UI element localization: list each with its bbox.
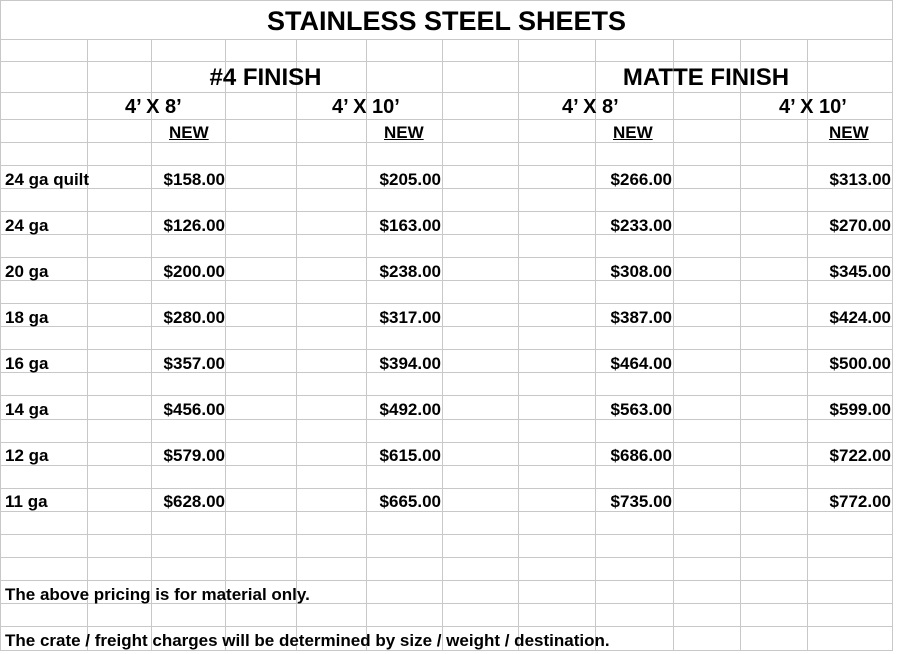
grid-cell xyxy=(367,143,443,166)
grid-cell xyxy=(741,281,808,304)
grid-cell xyxy=(674,327,741,350)
grid-cell xyxy=(367,558,443,581)
grid-cell xyxy=(152,420,226,443)
price-cell: $317.00 xyxy=(379,308,441,327)
grid-cell xyxy=(519,466,596,489)
grid-cell xyxy=(297,420,367,443)
grid-cell xyxy=(443,235,519,258)
grid-cell xyxy=(88,512,152,535)
grid-cell xyxy=(0,466,88,489)
price-cell: $200.00 xyxy=(163,262,225,281)
grid-cell xyxy=(674,581,741,604)
grid-cell xyxy=(808,143,893,166)
grid-cell xyxy=(152,327,226,350)
grid-cell xyxy=(674,443,741,466)
grid-cell xyxy=(88,120,152,143)
grid-cell xyxy=(226,120,297,143)
grid-cell xyxy=(152,604,226,627)
grid-cell xyxy=(226,281,297,304)
grid-cell xyxy=(808,466,893,489)
grid-cell xyxy=(519,281,596,304)
price-cell: $158.00 xyxy=(163,170,225,189)
grid-cell xyxy=(443,350,519,373)
grid-cell xyxy=(808,535,893,558)
price-cell: $563.00 xyxy=(610,400,672,419)
grid-cell xyxy=(0,373,88,396)
grid-cell xyxy=(741,535,808,558)
row-gauge-label: 11 ga xyxy=(5,492,48,511)
grid-cell xyxy=(88,189,152,212)
grid-cell xyxy=(674,120,741,143)
grid-cell xyxy=(226,373,297,396)
grid-cell xyxy=(519,420,596,443)
grid-cell xyxy=(808,420,893,443)
finish-header-4: #4 FINISH xyxy=(209,64,322,91)
grid-cell xyxy=(674,604,741,627)
price-cell: $266.00 xyxy=(610,170,672,189)
grid-cell xyxy=(596,466,674,489)
grid-cell xyxy=(443,466,519,489)
note-freight-charges: The crate / freight charges will be determined by size / weight / destination. xyxy=(5,631,610,650)
grid-cell xyxy=(741,420,808,443)
grid-cell xyxy=(0,558,88,581)
grid-cell xyxy=(808,327,893,350)
price-cell: $280.00 xyxy=(163,308,225,327)
grid-cell xyxy=(674,212,741,235)
new-label-1: NEW xyxy=(169,123,209,142)
price-cell: $394.00 xyxy=(379,354,441,373)
grid-cell xyxy=(0,189,88,212)
row-gauge-label: 24 ga xyxy=(5,216,49,235)
grid-cell xyxy=(741,581,808,604)
grid-cell xyxy=(226,304,297,327)
row-gauge-label: 14 ga xyxy=(5,400,49,419)
grid-cell xyxy=(674,489,741,512)
note-material-only: The above pricing is for material only. xyxy=(5,585,310,604)
price-cell: $270.00 xyxy=(829,216,891,235)
grid-cell xyxy=(519,327,596,350)
grid-cell xyxy=(808,40,893,62)
grid-cell xyxy=(297,466,367,489)
grid-cell xyxy=(808,627,893,651)
grid-cell xyxy=(808,189,893,212)
grid-cell xyxy=(0,235,88,258)
grid-cell xyxy=(0,420,88,443)
grid-cell xyxy=(367,373,443,396)
grid-cell xyxy=(808,235,893,258)
price-cell: $665.00 xyxy=(379,492,441,511)
grid-cell xyxy=(674,350,741,373)
grid-cell xyxy=(152,535,226,558)
price-cell: $615.00 xyxy=(379,446,441,465)
grid-cell xyxy=(367,604,443,627)
grid-cell xyxy=(297,535,367,558)
grid-cell xyxy=(88,235,152,258)
sheet-title: STAINLESS STEEL SHEETS xyxy=(266,6,627,36)
new-label-3: NEW xyxy=(613,123,653,142)
grid-cell xyxy=(0,62,88,93)
grid-cell xyxy=(674,93,741,120)
grid-cell xyxy=(152,143,226,166)
grid-cell xyxy=(88,466,152,489)
size-header-4-4x8: 4’ X 8’ xyxy=(125,96,182,118)
grid-cell xyxy=(674,373,741,396)
grid-cell xyxy=(297,235,367,258)
grid-cell xyxy=(674,466,741,489)
grid-cell xyxy=(297,373,367,396)
grid-cell xyxy=(596,420,674,443)
grid-cell xyxy=(443,373,519,396)
new-label-2: NEW xyxy=(384,123,424,142)
grid-cell xyxy=(152,40,226,62)
grid-cell xyxy=(443,396,519,420)
grid-cell xyxy=(741,558,808,581)
grid-cell xyxy=(88,535,152,558)
price-cell: $308.00 xyxy=(610,262,672,281)
grid-cell xyxy=(0,120,88,143)
grid-cell xyxy=(519,512,596,535)
grid-cell xyxy=(226,40,297,62)
grid-cell xyxy=(674,143,741,166)
grid-cell xyxy=(443,166,519,189)
price-cell: $456.00 xyxy=(163,400,225,419)
grid-cell xyxy=(596,535,674,558)
grid-cell xyxy=(226,512,297,535)
grid-cell xyxy=(0,535,88,558)
price-cell: $357.00 xyxy=(163,354,225,373)
row-gauge-label: 12 ga xyxy=(5,446,49,465)
grid-cell xyxy=(226,235,297,258)
grid-cell xyxy=(226,604,297,627)
grid-cell xyxy=(0,143,88,166)
grid-cell xyxy=(226,327,297,350)
grid-cell xyxy=(297,327,367,350)
grid-cell xyxy=(152,373,226,396)
grid-cell xyxy=(367,327,443,350)
grid-cell xyxy=(741,512,808,535)
grid-cell xyxy=(226,558,297,581)
grid-cell xyxy=(367,40,443,62)
grid-cell xyxy=(88,327,152,350)
grid-cell xyxy=(88,143,152,166)
grid-cell xyxy=(443,258,519,281)
grid-cell xyxy=(596,373,674,396)
grid-cell xyxy=(443,304,519,327)
size-header-4-4x10: 4’ X 10’ xyxy=(332,96,400,118)
grid-cell xyxy=(152,235,226,258)
grid-cell xyxy=(674,535,741,558)
grid-cell xyxy=(674,304,741,327)
grid-cell xyxy=(88,604,152,627)
grid-cell xyxy=(596,581,674,604)
grid-cell xyxy=(443,327,519,350)
grid-cell xyxy=(443,281,519,304)
grid-cell xyxy=(443,40,519,62)
grid-cell xyxy=(297,558,367,581)
size-header-matte-4x8: 4’ X 8’ xyxy=(562,96,619,118)
grid-cell xyxy=(674,512,741,535)
grid-cell xyxy=(0,512,88,535)
grid-cell xyxy=(741,373,808,396)
grid-cell xyxy=(674,40,741,62)
grid-cell xyxy=(596,235,674,258)
grid-cell xyxy=(443,212,519,235)
grid-cell xyxy=(0,327,88,350)
grid-cell xyxy=(674,235,741,258)
grid-cell xyxy=(226,350,297,373)
price-cell: $500.00 xyxy=(829,354,891,373)
grid-cell xyxy=(674,627,741,651)
grid-cell xyxy=(443,120,519,143)
grid-cell xyxy=(596,143,674,166)
grid-cell xyxy=(443,558,519,581)
grid-cell xyxy=(226,489,297,512)
grid-cell xyxy=(297,604,367,627)
new-label-4: NEW xyxy=(829,123,869,142)
grid-cell xyxy=(152,558,226,581)
price-cell: $492.00 xyxy=(379,400,441,419)
grid-cell xyxy=(519,373,596,396)
price-cell: $579.00 xyxy=(163,446,225,465)
price-cell: $424.00 xyxy=(829,308,891,327)
grid-cell xyxy=(226,535,297,558)
grid-cell xyxy=(226,396,297,420)
grid-cell xyxy=(367,512,443,535)
price-cell: $599.00 xyxy=(829,400,891,419)
grid-cell xyxy=(88,558,152,581)
grid-cell xyxy=(152,189,226,212)
grid-cell xyxy=(741,235,808,258)
grid-cell xyxy=(674,166,741,189)
grid-cell xyxy=(297,189,367,212)
price-cell: $238.00 xyxy=(379,262,441,281)
price-cell: $313.00 xyxy=(829,170,891,189)
grid-cell xyxy=(443,62,519,93)
price-cell: $772.00 xyxy=(829,492,891,511)
grid-cell xyxy=(596,512,674,535)
size-header-matte-4x10: 4’ X 10’ xyxy=(779,96,847,118)
grid-cell xyxy=(741,627,808,651)
grid-cell xyxy=(741,604,808,627)
price-cell: $387.00 xyxy=(610,308,672,327)
grid-cell xyxy=(741,327,808,350)
grid-cell xyxy=(519,143,596,166)
grid-cell xyxy=(226,443,297,466)
grid-cell xyxy=(443,420,519,443)
grid-cell xyxy=(741,143,808,166)
grid-cell xyxy=(741,466,808,489)
row-gauge-label: 16 ga xyxy=(5,354,49,373)
grid-cell xyxy=(596,327,674,350)
price-cell: $233.00 xyxy=(610,216,672,235)
grid-cell xyxy=(519,120,596,143)
price-cell: $722.00 xyxy=(829,446,891,465)
price-cell: $126.00 xyxy=(163,216,225,235)
grid-cell xyxy=(808,281,893,304)
grid-cell xyxy=(0,40,88,62)
grid-cell xyxy=(443,189,519,212)
price-cell: $464.00 xyxy=(610,354,672,373)
grid-cell xyxy=(297,281,367,304)
grid-cell xyxy=(226,189,297,212)
grid-cell xyxy=(443,604,519,627)
grid-cell xyxy=(297,40,367,62)
grid-cell xyxy=(443,535,519,558)
grid-cell xyxy=(367,535,443,558)
finish-header-matte: MATTE FINISH xyxy=(622,64,790,91)
grid-cell xyxy=(808,558,893,581)
grid-cell xyxy=(152,281,226,304)
grid-cell xyxy=(443,93,519,120)
grid-cell xyxy=(674,558,741,581)
row-gauge-label: 20 ga xyxy=(5,262,49,281)
grid-cell xyxy=(0,281,88,304)
grid-cell xyxy=(226,466,297,489)
row-gauge-label: 18 ga xyxy=(5,308,49,327)
price-cell: $163.00 xyxy=(379,216,441,235)
grid-cell xyxy=(519,40,596,62)
grid-cell xyxy=(674,189,741,212)
grid-cell xyxy=(519,189,596,212)
grid-cell xyxy=(596,604,674,627)
grid-cell xyxy=(674,420,741,443)
grid-cell xyxy=(674,281,741,304)
grid-cell xyxy=(519,535,596,558)
grid-cell xyxy=(808,604,893,627)
grid-cell xyxy=(226,420,297,443)
grid-cell xyxy=(297,512,367,535)
row-gauge-label: 24 ga quilt xyxy=(5,170,90,189)
grid-cell xyxy=(596,189,674,212)
grid-cell xyxy=(443,143,519,166)
grid-cell xyxy=(367,281,443,304)
price-cell: $628.00 xyxy=(163,492,225,511)
price-cell: $686.00 xyxy=(610,446,672,465)
price-cell: $345.00 xyxy=(829,262,891,281)
grid-cell xyxy=(443,512,519,535)
grid-cell xyxy=(596,40,674,62)
grid-cell xyxy=(0,604,88,627)
grid-cell xyxy=(367,235,443,258)
grid-cell xyxy=(367,466,443,489)
grid-cell xyxy=(443,443,519,466)
grid-cell xyxy=(367,189,443,212)
grid-cell xyxy=(88,40,152,62)
grid-cell xyxy=(152,466,226,489)
grid-cell xyxy=(741,189,808,212)
grid-cell xyxy=(741,40,808,62)
grid-cell xyxy=(808,373,893,396)
grid-cell xyxy=(297,120,367,143)
grid-cell xyxy=(519,235,596,258)
grid-cell xyxy=(226,166,297,189)
grid-cell xyxy=(674,396,741,420)
grid-cell xyxy=(226,212,297,235)
grid-cell xyxy=(88,420,152,443)
grid-cell xyxy=(367,420,443,443)
grid-cell xyxy=(0,93,88,120)
grid-cell xyxy=(443,489,519,512)
grid-cell xyxy=(519,581,596,604)
grid-cell xyxy=(808,581,893,604)
price-cell: $205.00 xyxy=(379,170,441,189)
grid-cell xyxy=(741,120,808,143)
grid-cell xyxy=(297,143,367,166)
grid-cell xyxy=(596,558,674,581)
grid-cell xyxy=(367,581,443,604)
grid-cell xyxy=(226,93,297,120)
grid-cell xyxy=(226,143,297,166)
grid-cell xyxy=(152,512,226,535)
price-cell: $735.00 xyxy=(610,492,672,511)
grid-cell xyxy=(226,258,297,281)
grid-cell xyxy=(88,373,152,396)
grid-cell xyxy=(519,558,596,581)
grid-cell xyxy=(674,258,741,281)
grid-cell xyxy=(519,604,596,627)
grid-cell xyxy=(88,281,152,304)
grid-cell xyxy=(596,281,674,304)
grid-cell xyxy=(443,581,519,604)
grid-cell xyxy=(808,512,893,535)
